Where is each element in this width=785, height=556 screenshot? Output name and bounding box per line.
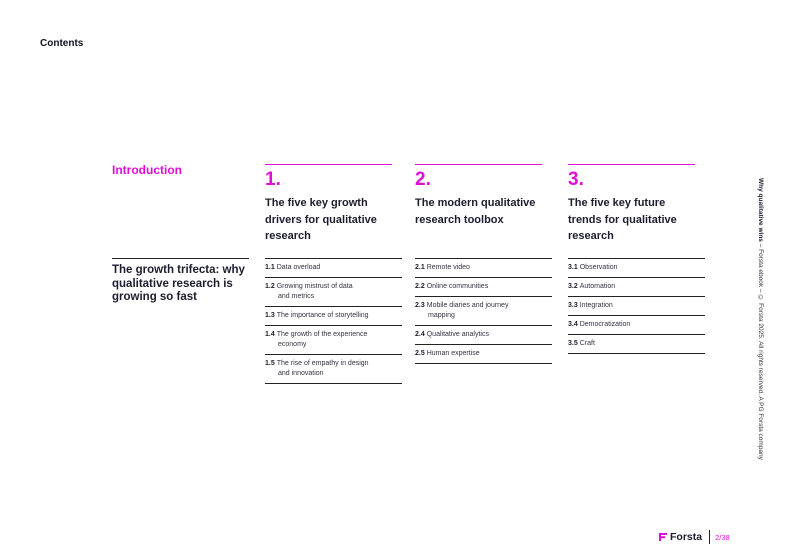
toc-item-1-1[interactable]	[265, 259, 402, 278]
toc-item-1-5[interactable]	[265, 355, 402, 384]
toc-text: The importance of storytelling	[276, 312, 369, 319]
toc-code: 3.3	[568, 302, 578, 309]
toc-text-cont: and metrics	[278, 293, 315, 300]
toc-code: 1.3	[265, 312, 275, 319]
forsta-logo-icon	[658, 532, 668, 542]
toc-item-2-3[interactable]	[415, 297, 552, 326]
toc-code: 1.4	[265, 331, 275, 338]
toc-text: Integration	[579, 302, 613, 309]
toc-text: Observation	[579, 264, 618, 271]
introduction-link[interactable]: Introduction	[112, 163, 182, 177]
toc-code: 1.1	[265, 264, 275, 271]
toc-code: 2.1	[415, 264, 425, 271]
toc-item-1-2[interactable]	[265, 278, 402, 307]
section-1-number: 1.	[265, 169, 281, 190]
toc-text: The rise of empathy in design	[276, 360, 369, 367]
toc-text: Growing mistrust of data	[276, 283, 353, 290]
toc-text: Mobile diaries and journey	[426, 302, 509, 309]
page-header-title: Contents	[40, 38, 84, 49]
page-footer	[658, 530, 730, 544]
side-copyright-text	[757, 178, 764, 460]
section-2-rule	[415, 164, 542, 165]
toc-item-3-1[interactable]	[568, 259, 705, 278]
toc-text: Automation	[579, 283, 616, 290]
section-1-list	[265, 258, 402, 384]
toc-text-cont: mapping	[428, 312, 455, 319]
page-number: 2/38	[715, 532, 730, 542]
section-3-rule	[568, 164, 695, 165]
side-copyright-rest: – Forsta ebook – © Forsta 2025. All rights reserved. A PG Forsta company	[757, 241, 764, 460]
section-3-header	[568, 164, 708, 255]
toc-text: Craft	[579, 340, 595, 347]
toc-code: 1.2	[265, 283, 275, 290]
section-1-header	[265, 164, 405, 255]
footer-divider	[709, 530, 710, 544]
toc-code: 3.5	[568, 340, 578, 347]
section-2-number: 2.	[415, 169, 431, 190]
toc-item-3-4[interactable]	[568, 316, 705, 335]
section-2-list	[415, 258, 552, 364]
toc-text-cont: economy	[278, 341, 307, 348]
toc-item-1-3[interactable]	[265, 307, 402, 326]
toc-text: Data overload	[276, 264, 321, 271]
section-1-rule	[265, 164, 392, 165]
toc-code: 2.3	[415, 302, 425, 309]
toc-item-2-5[interactable]	[415, 345, 552, 364]
toc-item-2-4[interactable]	[415, 326, 552, 345]
toc-text: Remote video	[426, 264, 470, 271]
toc-code: 3.2	[568, 283, 578, 290]
trifecta-heading[interactable]: The growth trifecta: why qualitative research is growing so fast	[112, 264, 245, 303]
section-3-title[interactable]: The five key future trends for qualitative research	[568, 197, 677, 242]
toc-code: 3.1	[568, 264, 578, 271]
toc-code: 2.2	[415, 283, 425, 290]
toc-text-cont: and innovation	[278, 370, 324, 377]
toc-item-2-2[interactable]	[415, 278, 552, 297]
toc-text: Human expertise	[426, 350, 480, 357]
toc-text: Online communities	[426, 283, 489, 290]
side-ebook-title: Why qualitative wins	[757, 178, 764, 242]
trifecta-divider	[112, 258, 249, 259]
section-3-number: 3.	[568, 169, 584, 190]
section-2-header	[415, 164, 555, 255]
toc-code: 3.4	[568, 321, 578, 328]
toc-item-3-5[interactable]	[568, 335, 705, 354]
forsta-brand-name: Forsta	[670, 531, 703, 543]
toc-code: 2.5	[415, 350, 425, 357]
section-3-list	[568, 258, 705, 354]
section-1-title[interactable]: The five key growth drivers for qualitative research	[265, 197, 377, 242]
toc-code: 2.4	[415, 331, 425, 338]
toc-code: 1.5	[265, 360, 275, 367]
toc-text: Qualitative analytics	[426, 331, 489, 338]
toc-text: Democratization	[579, 321, 631, 328]
toc-item-3-2[interactable]	[568, 278, 705, 297]
toc-item-1-4[interactable]	[265, 326, 402, 355]
toc-item-3-3[interactable]	[568, 297, 705, 316]
forsta-logo	[658, 531, 702, 543]
toc-item-2-1[interactable]	[415, 259, 552, 278]
section-2-title[interactable]: The modern qualitative research toolbox	[415, 197, 536, 226]
toc-text: The growth of the experience	[276, 331, 368, 338]
